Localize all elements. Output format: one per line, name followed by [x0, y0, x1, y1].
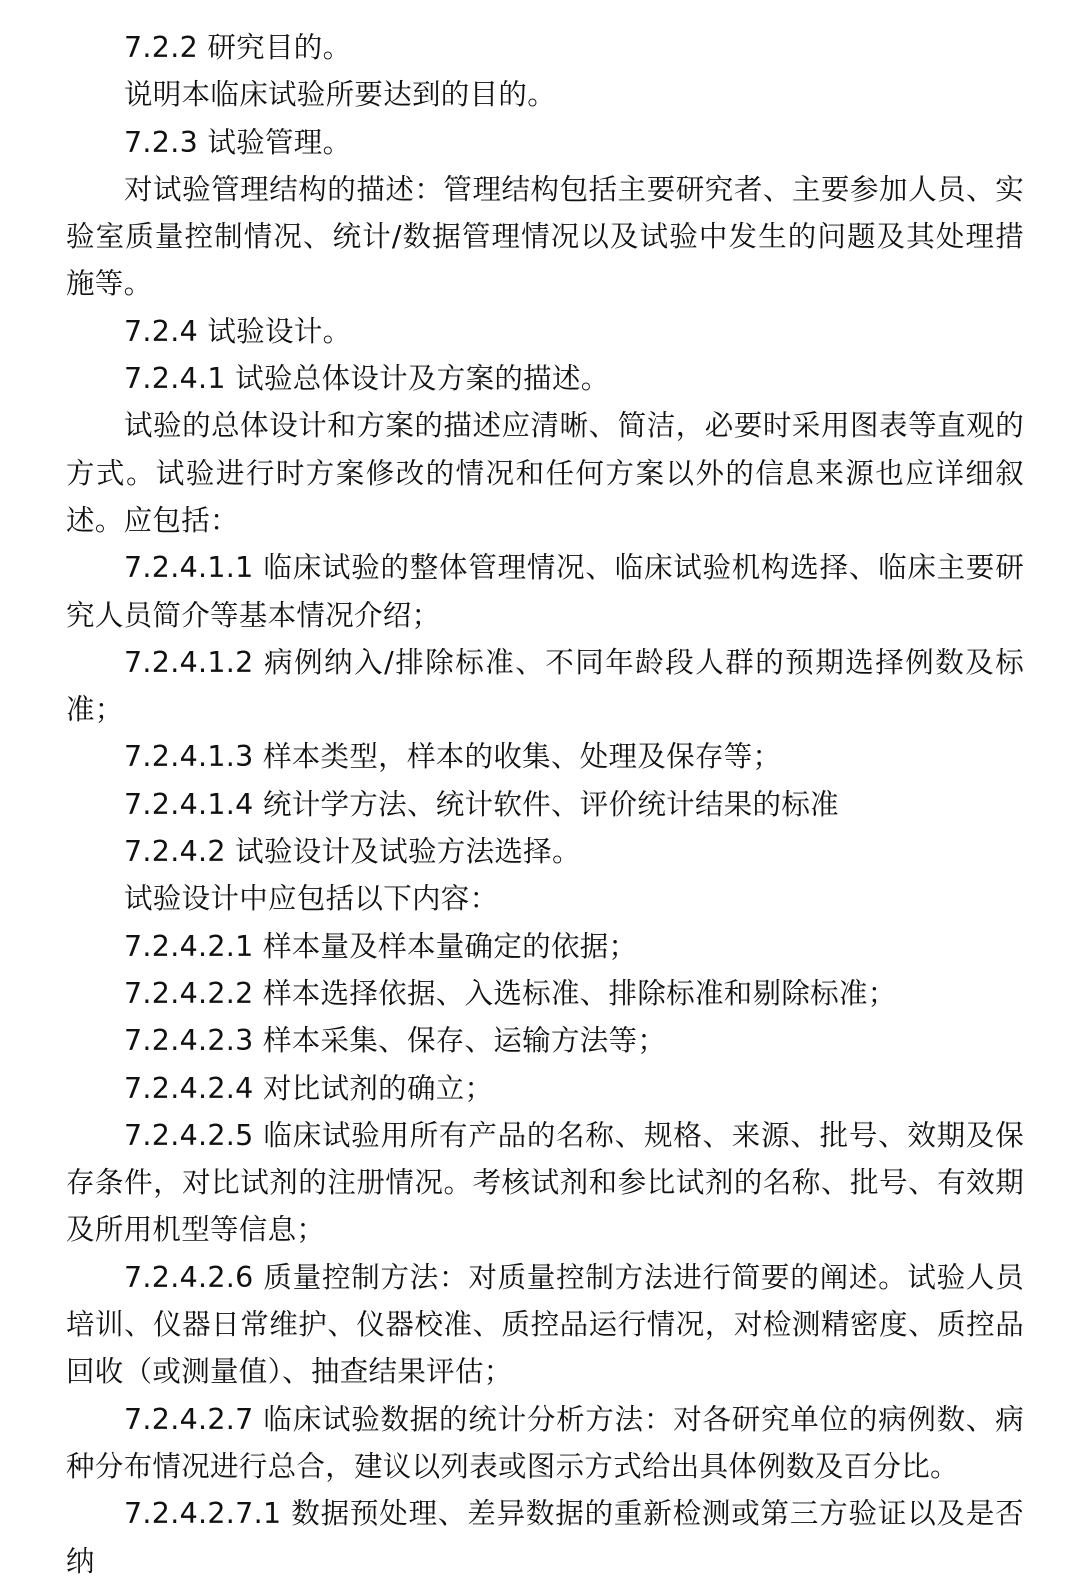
paragraph-design-description: 试验的总体设计和方案的描述应清晰、简洁，必要时采用图表等直观的方式。试验进行时方案修改的情况和任何方案以外的信息来源也应详细叙述。应包括：: [66, 409, 1024, 537]
item-7-2-4-1-4: 7.2.4.1.4 统计学方法、统计软件、评价统计结果的标准: [124, 787, 839, 821]
item-7-2-4-2-6: 7.2.4.2.6 质量控制方法：对质量控制方法进行简要的阐述。试验人员培训、仪器日常维护、仪器校准、质控品运行情况，对检测精密度、质控品回收（或测量值）、抽查结果评估；: [66, 1260, 1024, 1389]
heading-7-2-4-1: 7.2.4.1 试验总体设计及方案的描述。: [124, 362, 610, 396]
heading-7-2-4: 7.2.4 试验设计。: [124, 314, 352, 348]
item-7-2-4-1-2: 7.2.4.1.2 病例纳入/排除标准、不同年龄段人群的预期选择例数及标准；: [66, 645, 1024, 727]
item-7-2-4-2-7-1: 7.2.4.2.7.1 数据预处理、差异数据的重新检测或第三方验证以及是否纳: [66, 1497, 1024, 1578]
item-7-2-4-2-3: 7.2.4.2.3 样本采集、保存、运输方法等；: [124, 1024, 667, 1058]
item-7-2-4-1-1: 7.2.4.1.1 临床试验的整体管理情况、临床试验机构选择、临床主要研究人员简介等基本情况介绍；: [66, 551, 1024, 632]
item-7-2-4-2-5: 7.2.4.2.5 临床试验用所有产品的名称、规格、来源、批号、效期及保存条件，对比试剂的注册情况。考核试剂和参比试剂的名称、批号、有效期及所用机型等信息；: [66, 1118, 1024, 1247]
item-7-2-4-2-1: 7.2.4.2.1 样本量及样本量确定的依据；: [124, 929, 638, 963]
item-7-2-4-2-4: 7.2.4.2.4 对比试剂的确立；: [124, 1071, 494, 1105]
paragraph-purpose: 说明本临床试验所要达到的目的。: [124, 78, 557, 112]
paragraph-management: 对试验管理结构的描述：管理结构包括主要研究者、主要参加人员、实验室质量控制情况、统计/数据管理情况以及试验中发生的问题及其处理措施等。: [66, 172, 1024, 301]
heading-7-2-2: 7.2.2 研究目的。: [124, 31, 352, 64]
item-7-2-4-1-3: 7.2.4.1.3 样本类型，样本的收集、处理及保存等；: [124, 740, 782, 774]
item-7-2-4-2-7: 7.2.4.2.7 临床试验数据的统计分析方法：对各研究单位的病例数、病种分布情况进行总合，建议以列表或图示方式给出具体例数及百分比。: [66, 1402, 1024, 1483]
item-7-2-4-2-2: 7.2.4.2.2 样本选择依据、入选标准、排除标准和剔除标准；: [124, 976, 897, 1010]
heading-7-2-3: 7.2.3 试验管理。: [124, 125, 352, 159]
heading-7-2-4-2: 7.2.4.2 试验设计及试验方法选择。: [124, 835, 581, 869]
paragraph-design-contents: 试验设计中应包括以下内容：: [124, 882, 499, 916]
